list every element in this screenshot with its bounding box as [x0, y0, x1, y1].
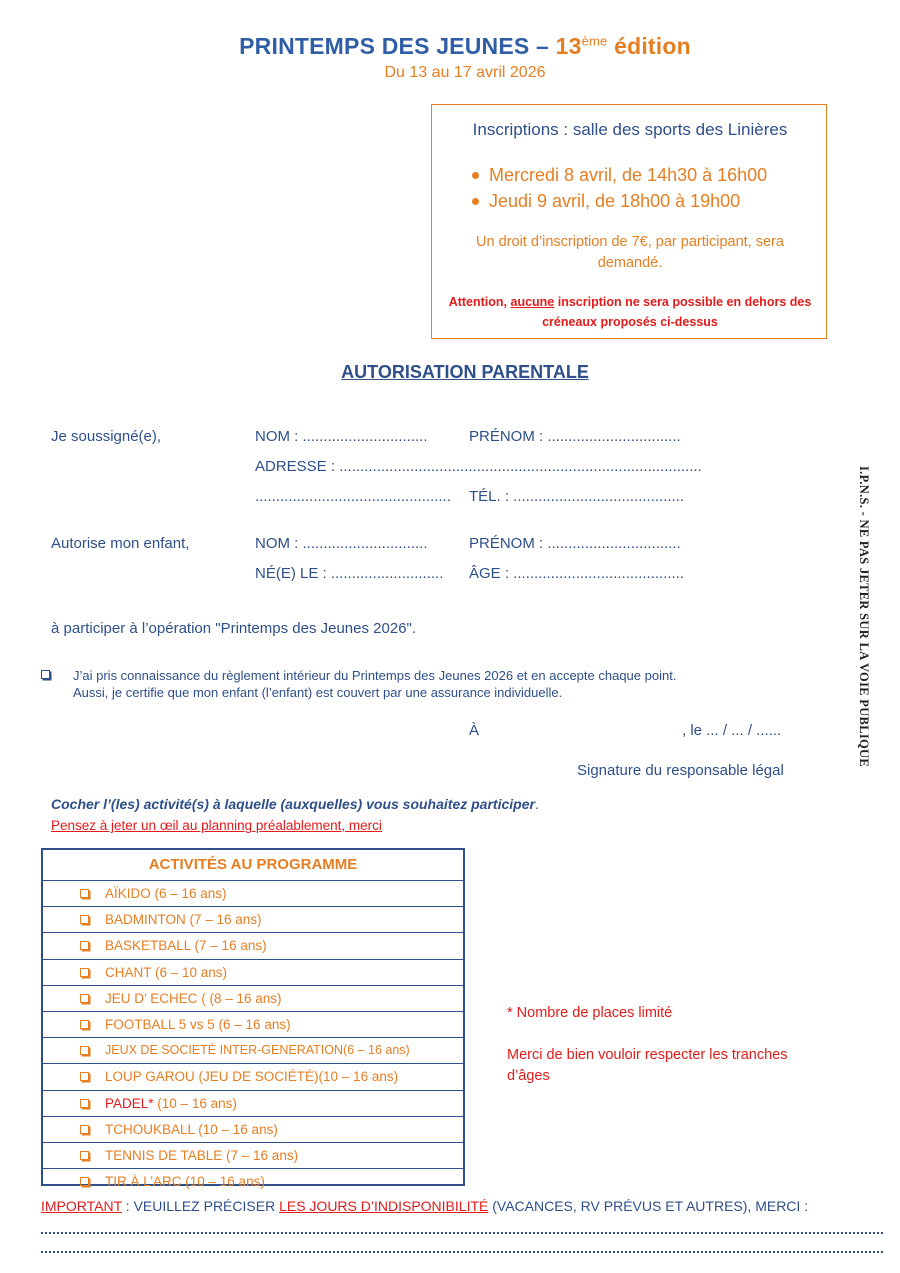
activity-row[interactable]: TIR À L’ARC (10 – 16 ans)	[43, 1169, 463, 1194]
unavailability-line[interactable]	[41, 1232, 883, 1234]
checkbox-icon[interactable]	[80, 915, 89, 924]
authorization-title: AUTORISATION PARENTALE	[341, 362, 589, 382]
unavailability-line[interactable]	[41, 1251, 883, 1253]
places-note: * Nombre de places limité	[507, 1005, 673, 1021]
birthdate-field[interactable]: NÉ(E) LE : ...........................	[255, 565, 444, 582]
checkbox-icon[interactable]	[80, 941, 89, 950]
inscription-slot: Jeudi 9 avril, de 18h00 à 19h00	[472, 191, 740, 212]
bullet-icon	[472, 198, 479, 205]
reglement-line2: Aussi, je certifie que mon enfant (l’enfant) est couvert par une assurance individuelle.	[73, 685, 563, 700]
checkbox-icon[interactable]	[80, 889, 89, 898]
checkbox-icon[interactable]	[80, 1125, 89, 1134]
parent-nom-field[interactable]: NOM : ..............................	[255, 428, 428, 445]
tel-field[interactable]: TÉL. : .........................................	[469, 488, 685, 505]
checkbox-icon[interactable]	[41, 670, 50, 679]
age-respect-note: Merci de bien vouloir respecter les tranches d’âges	[507, 1047, 788, 1084]
activity-row[interactable]: FOOTBALL 5 vs 5 (6 – 16 ans)	[43, 1012, 463, 1038]
age-field[interactable]: ÂGE : .........................................	[469, 565, 685, 582]
checkbox-icon[interactable]	[80, 968, 89, 977]
inscriptions-title: Inscriptions : salle des sports des Linières	[472, 120, 788, 139]
activity-row[interactable]: PADEL* (10 – 16 ans)	[43, 1091, 463, 1117]
bullet-icon	[472, 172, 479, 179]
inscriptions-box	[431, 104, 827, 339]
important-notice: IMPORTANT : VEUILLEZ PRÉCISER LES JOURS D’INDISPONIBILITÉ (VACANCES, RV PRÉVUS ET AUTRES), MERCI :	[41, 1198, 809, 1214]
checkbox-icon[interactable]	[80, 1046, 89, 1055]
activity-row[interactable]: LOUP GAROU (JEU DE SOCIÉTÉ)(10 – 16 ans)	[43, 1064, 463, 1090]
activity-row[interactable]: TENNIS DE TABLE (7 – 16 ans)	[43, 1143, 463, 1169]
activity-row[interactable]: BASKETBALL (7 – 16 ans)	[43, 933, 463, 959]
checkbox-icon[interactable]	[80, 1151, 89, 1160]
place-field[interactable]: À	[469, 722, 480, 739]
activities-header: ACTIVITÉS AU PROGRAMME	[43, 850, 463, 881]
child-nom-field[interactable]: NOM : ..............................	[255, 535, 428, 552]
je-soussigne-label: Je soussigné(e),	[51, 428, 162, 445]
inscription-slot: Mercredi 8 avril, de 14h30 à 16h00	[472, 165, 767, 186]
participation-text: à participer à l’opération "Printemps des Jeunes 2026".	[51, 620, 417, 637]
activity-row[interactable]: TCHOUKBALL (10 – 16 ans)	[43, 1117, 463, 1143]
autorise-label: Autorise mon enfant,	[51, 535, 190, 552]
reglement-line1: J’ai pris connaissance du règlement intérieur du Printemps des Jeunes 2026 et en accepte chaque point.	[73, 668, 677, 683]
checkbox-icon[interactable]	[80, 1020, 89, 1029]
reglement-checkbox-row[interactable]	[41, 667, 676, 701]
ipns-notice: I.P.N.S. - NE PAS JETER SUR LA VOIE PUBLIQUE	[857, 466, 871, 767]
activity-row[interactable]: JEUX DE SOCIETÉ INTER-GENERATION(6 – 16 ans)	[43, 1038, 463, 1064]
activity-row[interactable]: CHANT (6 – 10 ans)	[43, 960, 463, 986]
page-title: PRINTEMPS DES JEUNES – 13ème édition	[239, 33, 691, 59]
adresse-field-line2[interactable]: ...............................................	[255, 488, 451, 505]
activity-row[interactable]: JEU D’ ECHEC ( (8 – 16 ans)	[43, 986, 463, 1012]
planning-note: Pensez à jeter un œil au planning préalablement, merci	[51, 818, 382, 833]
event-dates: Du 13 au 17 avril 2026	[384, 64, 546, 81]
checkbox-icon[interactable]	[80, 1072, 89, 1081]
activities-table	[41, 848, 465, 1190]
signature-label: Signature du responsable légal	[577, 762, 784, 779]
checkbox-icon[interactable]	[80, 994, 89, 1003]
date-field[interactable]: , le ... / ... / ......	[682, 722, 782, 739]
parent-prenom-field[interactable]: PRÉNOM : ................................	[469, 428, 681, 445]
child-prenom-field[interactable]: PRÉNOM : ................................	[469, 535, 681, 552]
activities-instruction: Cocher l’(les) activité(s) à laquelle (auxquelles) vous souhaitez participer.	[51, 796, 539, 812]
activity-row[interactable]: AÏKIDO (6 – 16 ans)	[43, 881, 463, 907]
activity-row[interactable]: BADMINTON (7 – 16 ans)	[43, 907, 463, 933]
checkbox-icon[interactable]	[80, 1099, 89, 1108]
inscription-warning: Attention, aucune inscription ne sera possible en dehors des créneaux proposés ci-dessus	[448, 295, 812, 329]
checkbox-icon[interactable]	[80, 1177, 89, 1186]
inscription-fee: Un droit d’inscription de 7€, par participant, sera demandé.	[476, 234, 784, 271]
adresse-field[interactable]: ADRESSE : .......................................................................................	[255, 458, 702, 475]
